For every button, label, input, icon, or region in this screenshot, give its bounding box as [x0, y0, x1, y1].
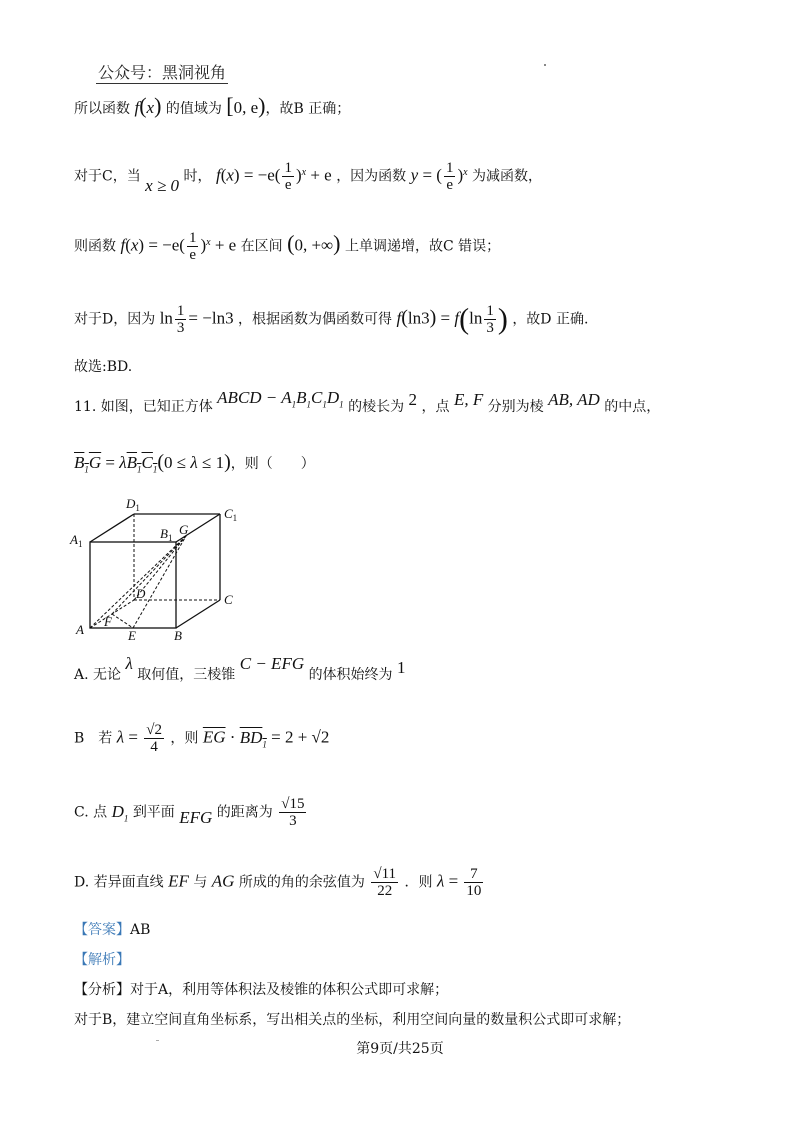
line-c-2: 则函数 f(x) = −e( $\frac{1}{e}$ )$^x$ + e 在区间 (0, +∞) 上单调递增，故C 错误；: [74, 230, 501, 263]
text: ，根据函数为偶函数可得: [238, 311, 393, 328]
cube-figure: [68, 494, 248, 644]
text: ，则: [170, 730, 199, 747]
text: 对于C，当: [74, 168, 141, 185]
answer-value: AB: [130, 922, 151, 938]
front-face: [90, 542, 176, 628]
text: 上单调递增，故C 错误；: [344, 238, 501, 255]
fenxi-tag: 【分析】: [74, 982, 130, 998]
text: 为减函数，: [472, 168, 543, 185]
choose-line: 故选:BD.: [74, 359, 133, 375]
text: ．则: [404, 874, 433, 891]
text: 对于A，利用等体积法及棱锥的体积公式即可求解；: [130, 982, 449, 998]
q11-line-1: 11. 如图，已知正方体 ABCD − $A_1B_1C_1D_1$ 的棱长为 2 ，点 E, F 分别为棱 AB, AD 的中点，: [74, 388, 661, 415]
line-ag: AG: [211, 871, 235, 891]
option-d: D. 若异面直线 EF 与 AG 所成的角的余弦值为 $\frac{√11}{22}$ ．则 λ = $\frac{7}{10}$: [74, 866, 482, 899]
text: 对于D，因为: [74, 311, 156, 328]
text: 取何值，三棱锥: [137, 667, 236, 683]
line-ef: EF: [168, 871, 189, 891]
option-a: [74, 654, 406, 685]
line-range: 所以函数 f(x) 的值域为 [0, e)，故B 正确；: [74, 93, 351, 118]
option-c: C. 点 $D_1$ 到平面 EFG 的距离为 $\frac{√15}{3}$: [74, 796, 305, 829]
lambda: λ: [125, 654, 133, 673]
label-B: B: [174, 628, 182, 643]
text: ，故D 正确.: [512, 311, 589, 328]
plane: EFG: [179, 807, 213, 827]
text: ，点: [421, 399, 450, 415]
text: D. 若异面直线: [74, 874, 164, 891]
text: 11. 如图，已知正方体: [74, 399, 213, 415]
edge-length: 2: [408, 390, 418, 409]
condition: x ≥ 0: [145, 175, 180, 195]
label-C: C: [224, 592, 233, 607]
text: ，则（ ）: [230, 456, 315, 472]
label-B1: $B_1$: [160, 526, 173, 543]
label-D: D: [136, 586, 146, 601]
speck: [544, 64, 546, 66]
text: 所成的角的余弦值为: [238, 874, 365, 891]
text: 在区间: [240, 238, 283, 255]
text: 与: [193, 874, 208, 891]
q11-line-2: $B_1G = \lambda B_1C_1(0 \le \lambda \le 1)$，则（ ）: [74, 451, 315, 475]
text: 到平面: [132, 804, 175, 821]
text: ，因为函数: [336, 168, 407, 185]
label-E: E: [128, 628, 136, 643]
text: 的棱长为: [348, 399, 405, 415]
label-A: A: [76, 622, 84, 637]
text: 所以函数: [74, 101, 130, 117]
line-d: 对于D，因为 ln $\frac{1}{3}$ = −ln3 ，根据函数为偶函数可得 f(ln3) = f(ln $\frac{1}{3}$ ) ，故D 正确.: [74, 302, 589, 336]
label-A1: $A_1$: [70, 532, 83, 549]
method-b-line: 对于B，建立空间直角坐标系，写出相关点的坐标，利用空间向量的数量积公式即可求解；: [74, 1012, 631, 1028]
answer-tag: 【答案】: [74, 922, 130, 938]
text: B 若: [74, 730, 113, 747]
text: 的中点，: [604, 399, 661, 415]
line-c-1: 对于C，当 x ≥ 0 时， f(x) = −e( $\frac{1}{e}$ )$^x$ + e ，因为函数 y = ( $\frac{1}{e}$ )$^x$ 为减函数，: [74, 160, 543, 195]
points: E, F: [453, 390, 484, 409]
answer-line: [74, 920, 150, 940]
page-footer: 第9页/共25页: [356, 1041, 444, 1057]
text: A. 无论: [74, 667, 122, 683]
analysis-line: [74, 950, 130, 970]
watermark-label: 公众号：黑洞视角: [96, 60, 228, 84]
text: 分别为棱: [487, 399, 544, 415]
text: 的距离为: [216, 804, 273, 821]
label-D1: $D_1$: [126, 496, 140, 513]
option-b: B 若 λ = $\frac{√2}{4}$ ，则 $\overline{EG} \cdot BD_1 = 2 + √2$: [74, 722, 330, 755]
text: ，故B 正确；: [265, 101, 351, 117]
text: 时，: [183, 168, 212, 185]
edges: AB, AD: [548, 390, 600, 409]
text: C. 点: [74, 804, 108, 821]
label-G: G: [179, 522, 189, 537]
text: 则函数: [74, 238, 116, 255]
volume-value: 1: [397, 658, 406, 677]
fenxi-line: [74, 980, 448, 1000]
analysis-tag: 【解析】: [74, 952, 130, 968]
text: 的体积始终为: [308, 667, 393, 683]
label-C1: $C_1$: [224, 506, 238, 523]
text: 的值域为: [165, 101, 222, 117]
pyramid: C − EFG: [239, 654, 305, 673]
label-F: F: [104, 614, 112, 629]
